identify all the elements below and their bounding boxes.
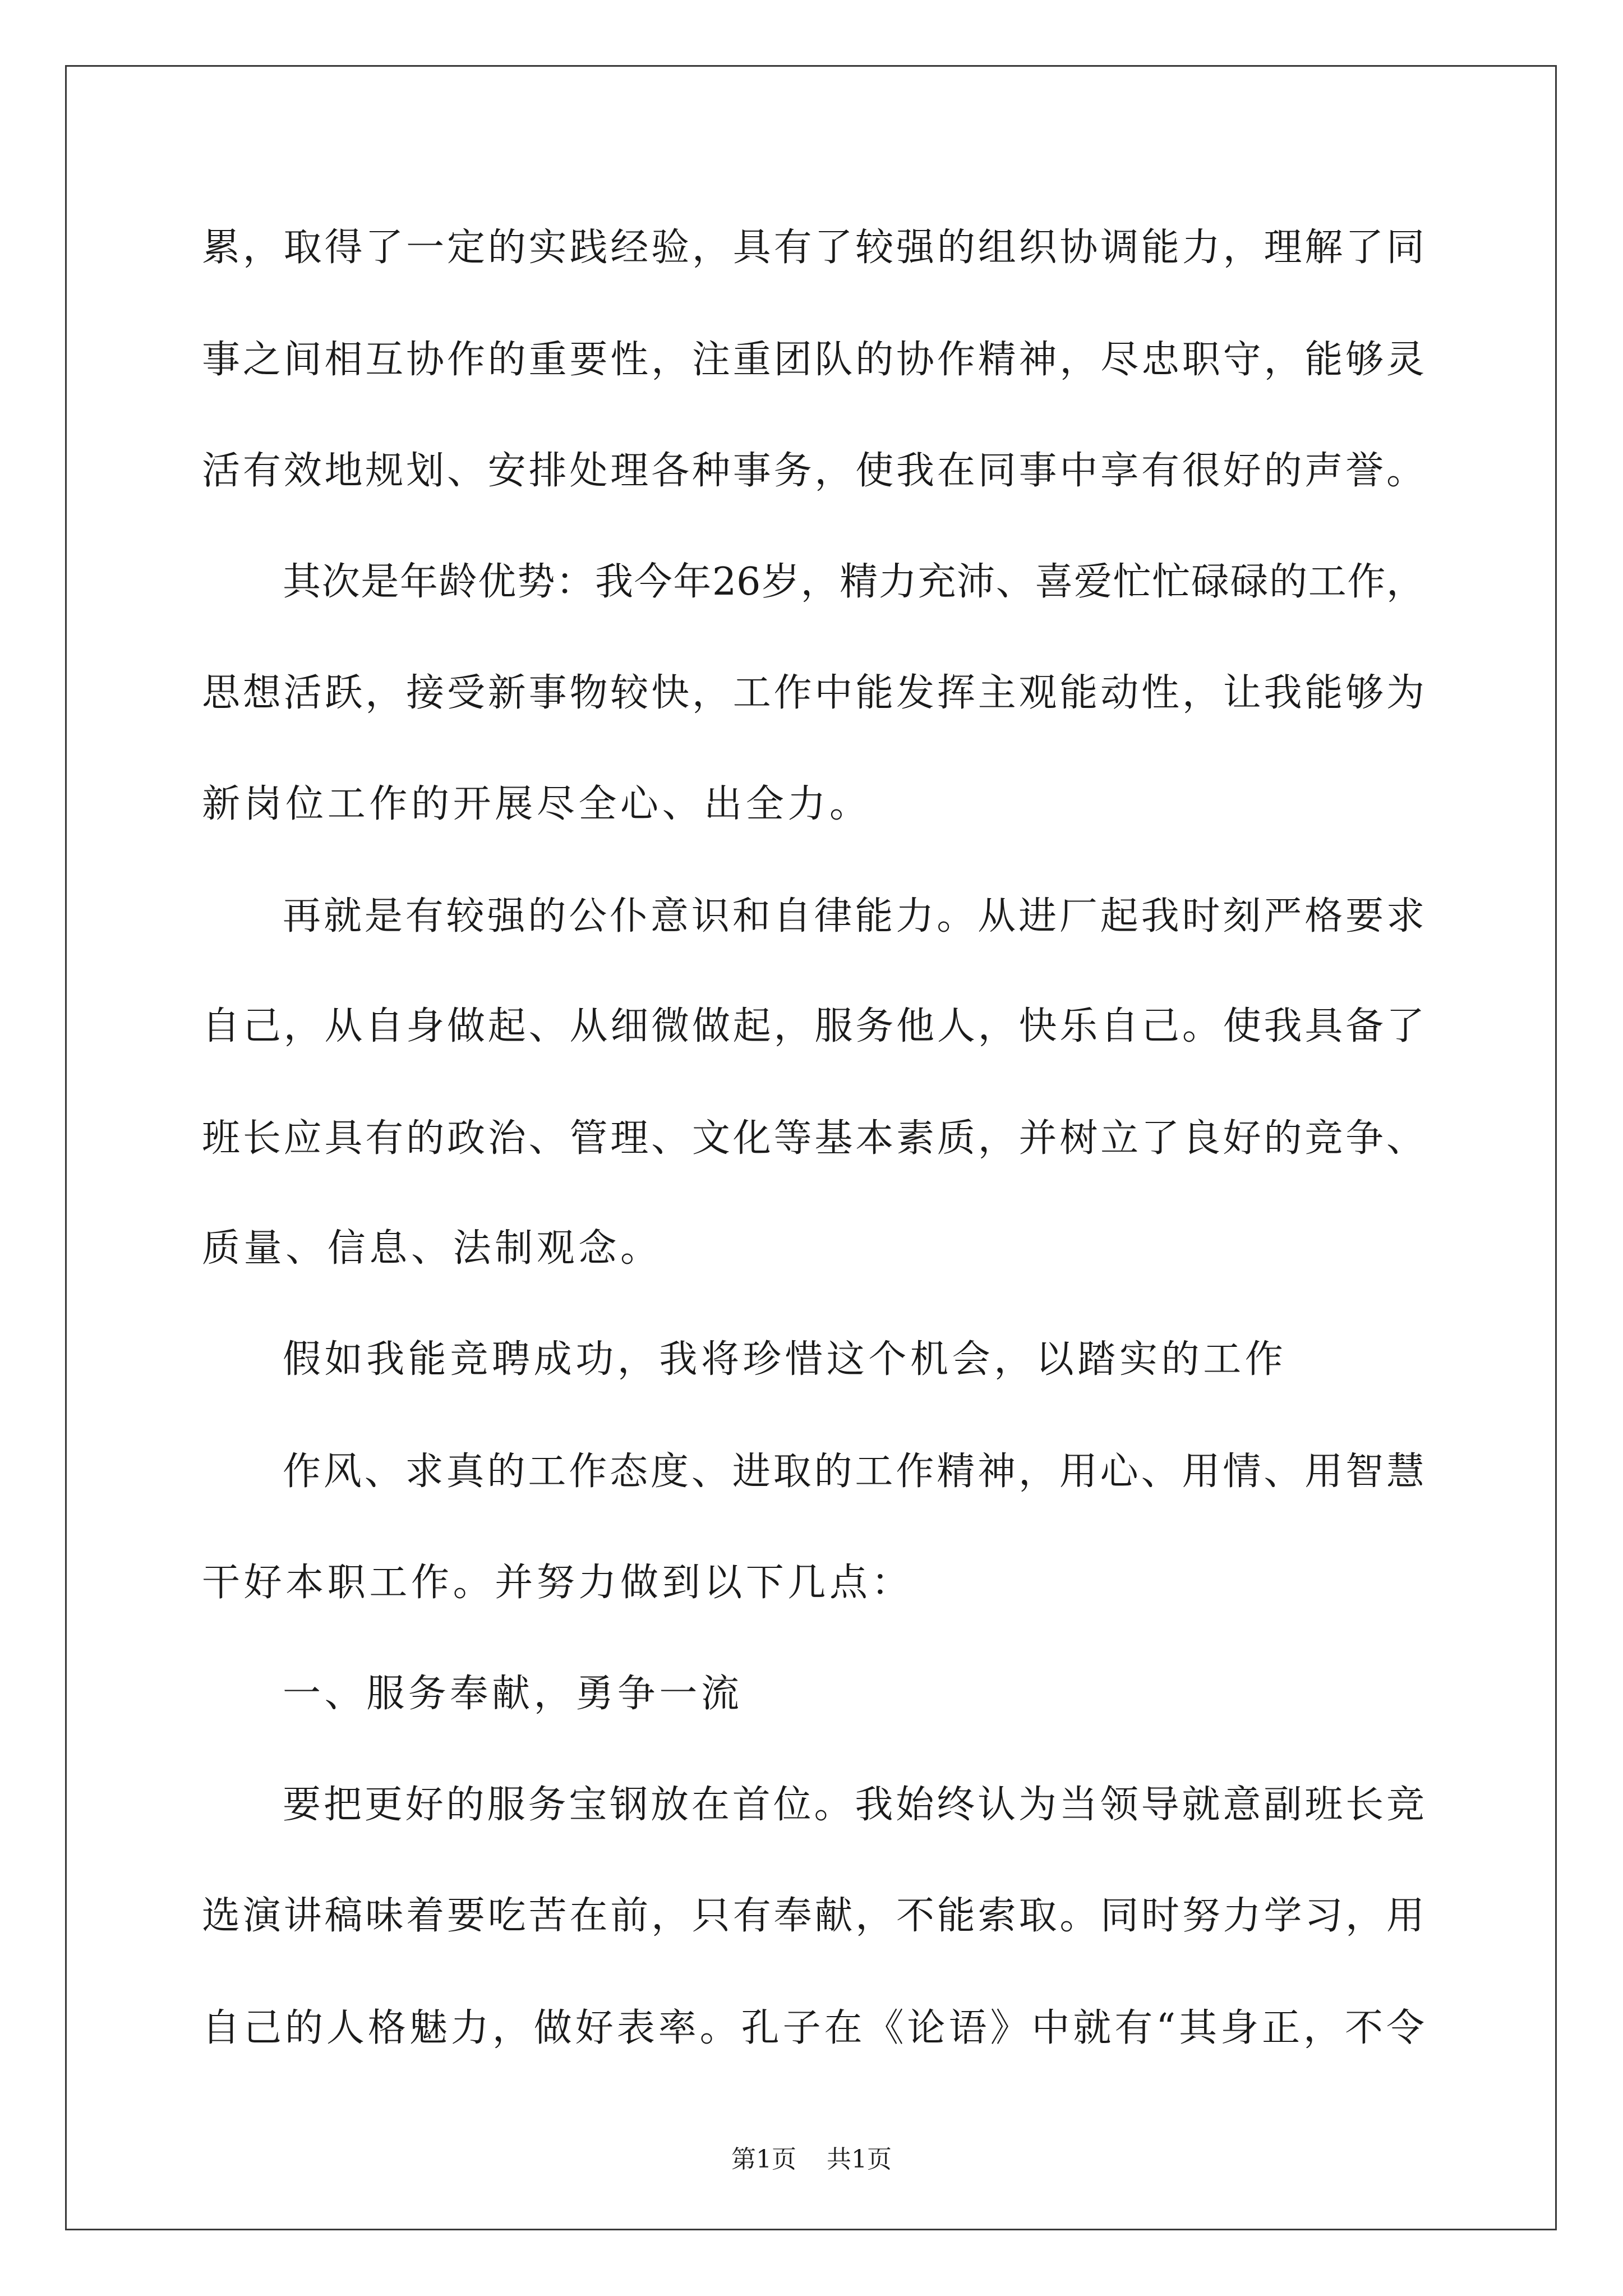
text-line: 其次是年龄优势：我今年26岁，精力充沛、喜爱忙忙碌碌的工作， xyxy=(283,560,1424,604)
text-line: 班长应具有的政治、管理、文化等基本素质，并树立了良好的竞争、 xyxy=(202,1116,1424,1161)
text-line: 作风、求真的工作态度、进取的工作精神，用心、用情、用智慧 xyxy=(283,1450,1424,1494)
text-line: 新岗位工作的开展尽全心、出全力。 xyxy=(202,782,872,826)
text-line: 假如我能竞聘成功，我将珍惜这个机会，以踏实的工作 xyxy=(283,1337,1287,1382)
text-line: 活有效地规划、安排处理各种事务，使我在同事中享有很好的声誉。 xyxy=(202,449,1424,493)
text-line: 自己，从自身做起、从细微做起，服务他人，快乐自己。使我具备了 xyxy=(202,1004,1424,1048)
text-line: 累，取得了一定的实践经验，具有了较强的组织协调能力，理解了同 xyxy=(202,226,1424,270)
page-footer xyxy=(0,2143,1623,2177)
text-line: 事之间相互协作的重要性，注重团队的协作精神，尽忠职守，能够灵 xyxy=(202,338,1424,382)
text-line: 干好本职工作。并努力做到以下几点： xyxy=(202,1561,914,1605)
text-line: 自己的人格魅力，做好表率。孔子在《论语》中就有“其身正，不令 xyxy=(202,2006,1424,2050)
page-total: 共1页 xyxy=(827,2145,892,2174)
text-line: 思想活跃，接受新事物较快，工作中能发挥主观能动性，让我能够为 xyxy=(202,671,1424,715)
text-line: 质量、信息、法制观念。 xyxy=(202,1226,662,1271)
text-line: 要把更好的服务宝钢放在首位。我始终认为当领导就意副班长竞 xyxy=(283,1783,1424,1827)
page-number: 第1页 xyxy=(731,2145,796,2174)
text-line: 选演讲稿味着要吃苦在前，只有奉献，不能索取。同时努力学习，用 xyxy=(202,1894,1424,1938)
text-line: 再就是有较强的公仆意识和自律能力。从进厂起我时刻严格要求 xyxy=(283,894,1424,938)
text-line: 一、服务奉献，勇争一流 xyxy=(283,1672,743,1716)
